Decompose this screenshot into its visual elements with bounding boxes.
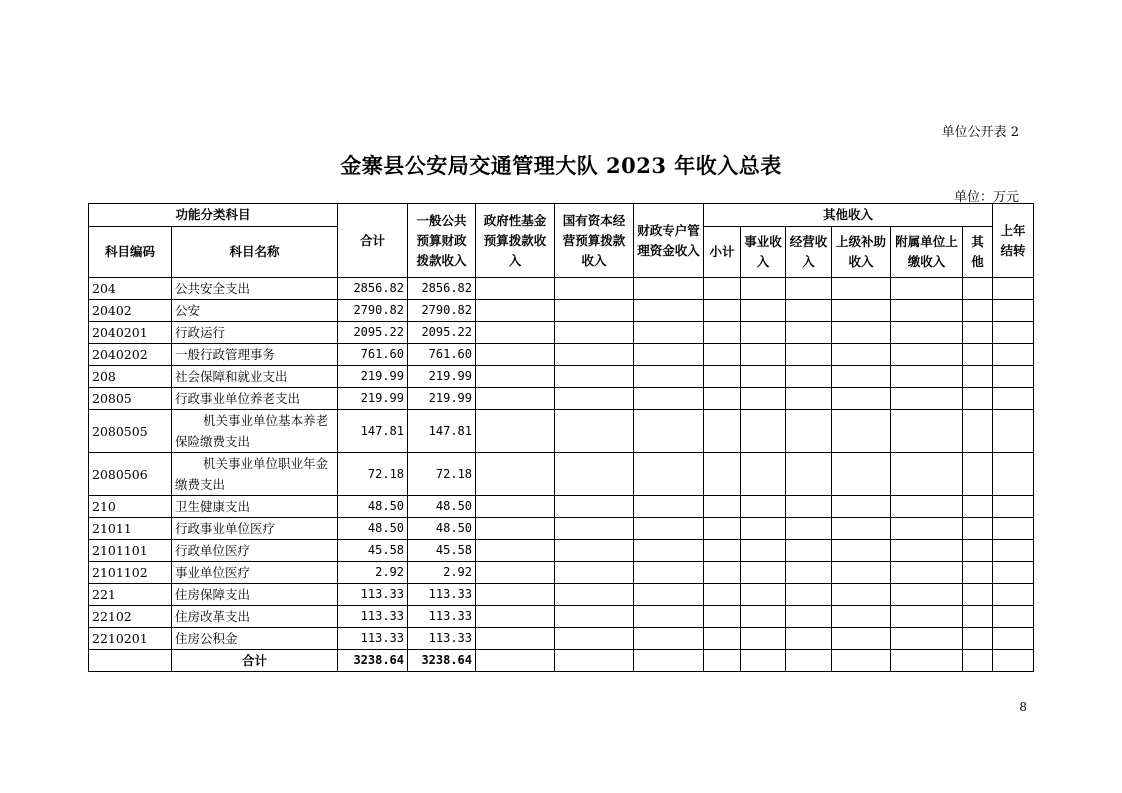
row-name: 行政运行 xyxy=(172,322,338,344)
row-total: 147.81 xyxy=(338,410,408,453)
row-total: 219.99 xyxy=(338,388,408,410)
row-general-budget: 2856.82 xyxy=(408,278,476,300)
row-general-budget: 113.33 xyxy=(408,584,476,606)
row-general-budget: 2.92 xyxy=(408,562,476,584)
header-superior-subsidy: 上级补助收入 xyxy=(832,227,891,278)
row-code: 204 xyxy=(89,278,172,300)
header-gov-fund: 政府性基金预算拨款收入 xyxy=(476,204,555,278)
table-row xyxy=(89,410,1034,453)
header-affiliated: 附属单位上缴收入 xyxy=(891,227,963,278)
row-name: 机关事业单位职业年金缴费支出 xyxy=(172,453,338,496)
table-row xyxy=(89,278,1034,300)
table-row xyxy=(89,322,1034,344)
row-total: 219.99 xyxy=(338,366,408,388)
row-total: 2095.22 xyxy=(338,322,408,344)
row-code: 20805 xyxy=(89,388,172,410)
row-code: 2040201 xyxy=(89,322,172,344)
table-row xyxy=(89,628,1034,650)
total-general-budget: 3238.64 xyxy=(408,650,476,672)
total-row xyxy=(89,650,1034,672)
table-row xyxy=(89,496,1034,518)
row-code: 20402 xyxy=(89,300,172,322)
row-general-budget: 113.33 xyxy=(408,606,476,628)
row-total: 2856.82 xyxy=(338,278,408,300)
unit-label: 单位：万元 xyxy=(953,190,1019,205)
table-row xyxy=(89,344,1034,366)
header-function-class: 功能分类科目 xyxy=(89,204,338,227)
row-total: 48.50 xyxy=(338,496,408,518)
header-subtotal: 小计 xyxy=(704,227,741,278)
table-row xyxy=(89,540,1034,562)
header-other-income: 其他收入 xyxy=(704,204,993,227)
row-name: 公安 xyxy=(172,300,338,322)
header-code: 科目编码 xyxy=(89,227,172,278)
header-total: 合计 xyxy=(338,204,408,278)
row-code: 2080506 xyxy=(89,453,172,496)
row-name: 机关事业单位基本养老保险缴费支出 xyxy=(172,410,338,453)
row-name: 行政事业单位养老支出 xyxy=(172,388,338,410)
row-name: 公共安全支出 xyxy=(172,278,338,300)
header-business: 事业收入 xyxy=(741,227,786,278)
row-general-budget: 72.18 xyxy=(408,453,476,496)
row-total: 48.50 xyxy=(338,518,408,540)
row-name: 住房保障支出 xyxy=(172,584,338,606)
row-total: 2790.82 xyxy=(338,300,408,322)
table-row xyxy=(89,366,1034,388)
row-general-budget: 2790.82 xyxy=(408,300,476,322)
row-name: 事业单位医疗 xyxy=(172,562,338,584)
row-total: 113.33 xyxy=(338,584,408,606)
table-row xyxy=(89,388,1034,410)
row-name: 行政单位医疗 xyxy=(172,540,338,562)
row-total: 45.58 xyxy=(338,540,408,562)
row-general-budget: 48.50 xyxy=(408,518,476,540)
row-total: 113.33 xyxy=(338,628,408,650)
row-general-budget: 2095.22 xyxy=(408,322,476,344)
table-row xyxy=(89,453,1034,496)
row-code: 2101102 xyxy=(89,562,172,584)
row-general-budget: 48.50 xyxy=(408,496,476,518)
table-row xyxy=(89,562,1034,584)
table-row xyxy=(89,518,1034,540)
row-code: 2210201 xyxy=(89,628,172,650)
row-general-budget: 219.99 xyxy=(408,366,476,388)
row-total: 113.33 xyxy=(338,606,408,628)
table-number: 单位公开表 2 xyxy=(941,125,1019,140)
row-total: 72.18 xyxy=(338,453,408,496)
total-label: 合计 xyxy=(172,650,338,672)
row-general-budget: 219.99 xyxy=(408,388,476,410)
header-prev-year: 上年结转 xyxy=(993,204,1034,278)
table-row xyxy=(89,584,1034,606)
income-summary-table xyxy=(88,203,1034,672)
row-name: 行政事业单位医疗 xyxy=(172,518,338,540)
row-total: 761.60 xyxy=(338,344,408,366)
header-name: 科目名称 xyxy=(172,227,338,278)
row-name: 一般行政管理事务 xyxy=(172,344,338,366)
row-name: 住房公积金 xyxy=(172,628,338,650)
row-code: 22102 xyxy=(89,606,172,628)
header-other: 其他 xyxy=(963,227,993,278)
row-general-budget: 147.81 xyxy=(408,410,476,453)
row-name: 卫生健康支出 xyxy=(172,496,338,518)
row-code: 2101101 xyxy=(89,540,172,562)
header-operating: 经营收入 xyxy=(786,227,832,278)
row-name: 社会保障和就业支出 xyxy=(172,366,338,388)
row-code: 210 xyxy=(89,496,172,518)
row-general-budget: 45.58 xyxy=(408,540,476,562)
header-fiscal-special: 财政专户管理资金收入 xyxy=(634,204,704,278)
row-general-budget: 113.33 xyxy=(408,628,476,650)
row-code: 21011 xyxy=(89,518,172,540)
header-state-capital: 国有资本经营预算拨款收入 xyxy=(555,204,634,278)
row-code: 221 xyxy=(89,584,172,606)
total-sum: 3238.64 xyxy=(338,650,408,672)
row-code: 2080505 xyxy=(89,410,172,453)
row-code: 2040202 xyxy=(89,344,172,366)
table-row xyxy=(89,606,1034,628)
row-code: 208 xyxy=(89,366,172,388)
row-general-budget: 761.60 xyxy=(408,344,476,366)
page-title: 金寨县公安局交通管理大队 2023 年收入总表 xyxy=(340,153,782,178)
page-number: 8 xyxy=(1019,700,1027,714)
row-total: 2.92 xyxy=(338,562,408,584)
table-row xyxy=(89,300,1034,322)
row-name: 住房改革支出 xyxy=(172,606,338,628)
header-general-budget: 一般公共预算财政拨款收入 xyxy=(408,204,476,278)
